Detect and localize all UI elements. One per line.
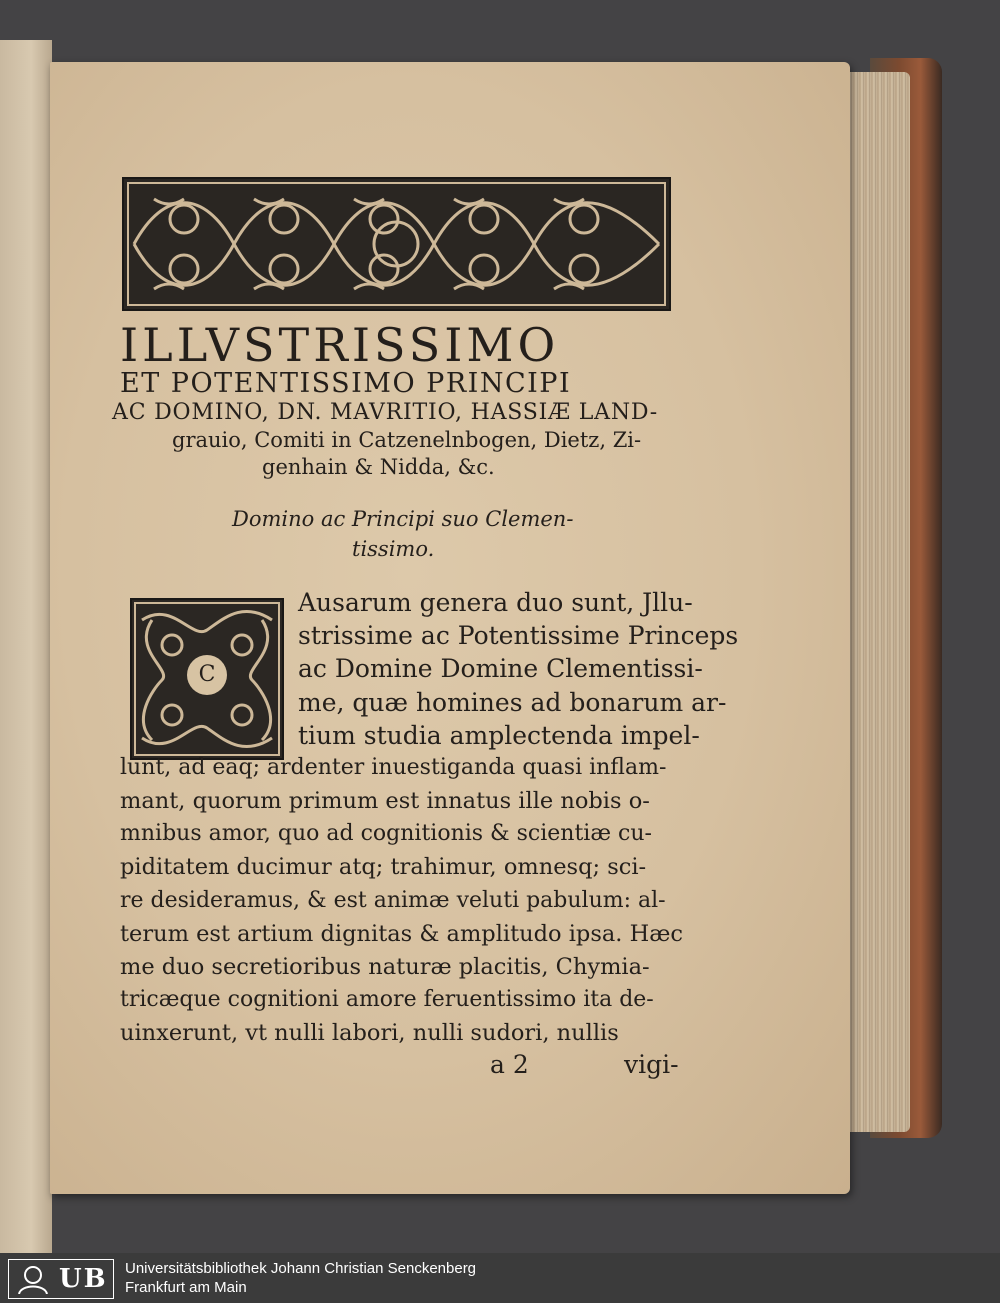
body-line: me duo secretioribus naturæ placitis, Chymia- bbox=[120, 954, 650, 980]
title-line-2: ET POTENTISSIMO PRINCIPI bbox=[120, 368, 572, 399]
page-edges bbox=[846, 72, 910, 1132]
body-line: uinxerunt, vt nulli labori, nulli sudori, nullis bbox=[120, 1020, 619, 1046]
body-line: mnibus amor, quo ad cognitionis & scientiæ cu- bbox=[120, 821, 652, 846]
body-line: piditatem ducimur atq; trahimur, omnesq; sci- bbox=[120, 854, 647, 880]
title-line-1: ILLVSTRISSIMO bbox=[120, 318, 560, 372]
body-line: tricæque cognitioni amore feruentissimo ita de- bbox=[120, 987, 654, 1012]
institution-location: Frankfurt am Main bbox=[125, 1279, 247, 1296]
body-line: re desideramus, & est animæ veluti pabulum: al- bbox=[120, 888, 666, 913]
initial-letter: C bbox=[187, 655, 227, 695]
body-line: lunt, ad eaq; ardenter inuestiganda quasi inflam- bbox=[120, 755, 667, 780]
body-line: ac Domine Domine Clementissi- bbox=[298, 654, 703, 683]
library-footer-bar bbox=[0, 1253, 1000, 1303]
library-logo bbox=[8, 1259, 114, 1299]
body-line: tium studia amplectenda impel- bbox=[298, 721, 700, 750]
ornamental-headpiece bbox=[122, 177, 671, 311]
dedication-line-2: tissimo. bbox=[352, 537, 435, 561]
title-line-3: AC DOMINO, DN. MAVRITIO, HASSIÆ LAND- bbox=[112, 400, 658, 425]
body-line: me, quæ homines ad bonarum ar- bbox=[298, 688, 727, 717]
title-line-4: grauio, Comiti in Catzenelnbogen, Dietz, Zi- bbox=[172, 428, 642, 452]
decorated-initial bbox=[130, 598, 284, 760]
body-line: mant, quorum primum est innatus ille nobis o- bbox=[120, 788, 650, 814]
facing-page-edge bbox=[0, 40, 52, 1253]
body-line: Ausarum genera duo sunt, Jllu- bbox=[298, 588, 693, 617]
logo-text: UB bbox=[59, 1264, 108, 1294]
dedication-line-1: Domino ac Principi suo Clemen- bbox=[232, 507, 574, 531]
body-line: terum est artium dignitas & amplitudo ipsa. Hæc bbox=[120, 921, 683, 947]
institution-name: Universitätsbibliothek Johann Christian Senckenberg bbox=[125, 1260, 477, 1277]
floral-ornament-graphic bbox=[124, 179, 669, 309]
signature-mark: a 2 bbox=[490, 1050, 529, 1079]
catchword: vigi- bbox=[624, 1050, 679, 1079]
body-line: strissime ac Potentissime Princeps bbox=[298, 621, 739, 650]
title-line-5: genhain & Nidda, &c. bbox=[262, 455, 495, 479]
portrait-icon bbox=[15, 1264, 51, 1294]
